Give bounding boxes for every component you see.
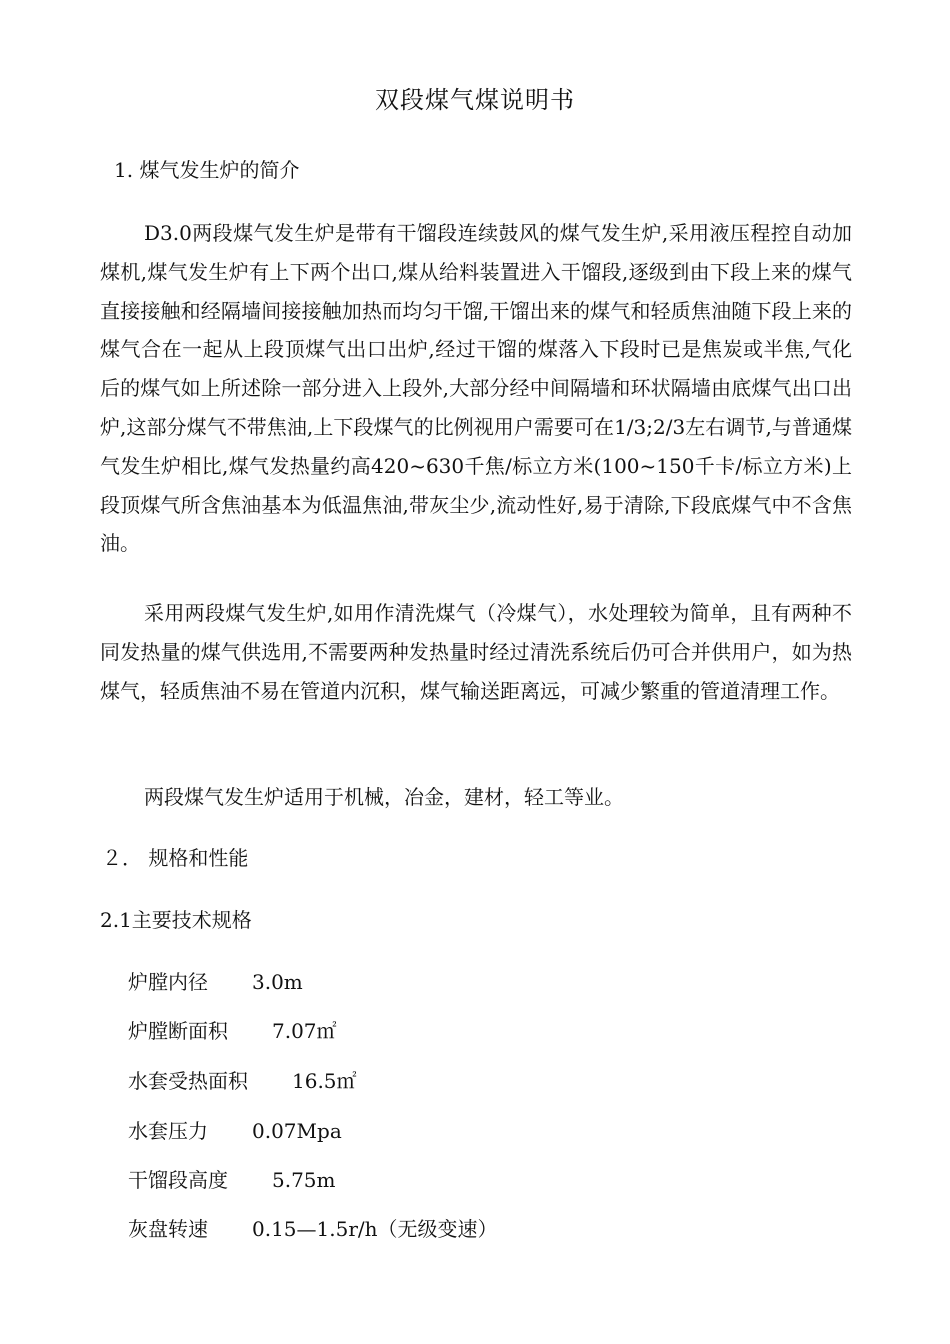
spec-row (128, 1067, 357, 1095)
spec-row (128, 1166, 336, 1194)
paragraph-applications: 两段煤气发生炉适用于机械，冶金，建材，轻工等业。 (144, 785, 624, 809)
paragraph-usage: 采用两段煤气发生炉,如用作清洗煤气（冷煤气），水处理较为简单，且有两种不同发热量的煤气供选用,不需要两种发热量时经过清洗系统后仍可合并供用户，如为热煤气，轻质焦油不易在管道内沉积，煤气输送距离远，可减少繁重的管道清理工作。 (100, 601, 852, 703)
document-title: 双段煤气煤说明书 (375, 86, 575, 114)
spec-row (128, 1017, 337, 1045)
spec-label: 炉膛断面积 (128, 1019, 228, 1043)
spec-value: 3.0m (252, 970, 303, 994)
spec-label: 水套压力 (128, 1119, 208, 1143)
spec-label: 干馏段高度 (128, 1168, 228, 1192)
spec-row (128, 1117, 342, 1145)
spec-label: 灰盘转速 (128, 1217, 208, 1241)
section-heading-specs: ２． 规格和性能 (102, 846, 249, 870)
spec-value: 0.15—1.5r/h（无级变速） (252, 1217, 498, 1241)
spec-label: 炉膛内径 (128, 970, 208, 994)
spec-row (128, 1215, 498, 1243)
spec-value: 0.07Mpa (252, 1119, 342, 1143)
paragraph-intro: D3.0两段煤气发生炉是带有干馏段连续鼓风的煤气发生炉,采用液压程控自动加煤机,煤气发生炉有上下两个出口,煤从给料装置进入干馏段,逐级到由下段上来的煤气直接接触和经隔墙间接接触加热而均匀干馏,干馏出来的煤气和轻质焦油随下段上来的煤气合在一起从上段顶煤气出口出炉,经过干馏的煤落入下段时已是焦炭或半焦,气化后的煤气如上所述除一部分进入上段外,大部分经中间隔墙和环状隔墙由底煤气出口出炉,这部分煤气不带焦油,上下段煤气的比例视用户需要可在1/3;2/3左右调节,与普通煤气发生炉相比,煤气发热量约高420~630千焦/标立方米(100~150千卡/标立方米)上段顶煤气所含焦油基本为低温焦油,带灰尘少,流动性好,易于清除,下段底煤气中不含焦油。 (100, 221, 852, 556)
subsection-heading-main-specs: 2.1主要技术规格 (100, 908, 252, 932)
spec-value: 16.5㎡ (292, 1069, 357, 1093)
section-heading-intro: 1. 煤气发生炉的简介 (114, 158, 300, 182)
spec-value: 5.75m (272, 1168, 336, 1192)
spec-label: 水套受热面积 (128, 1069, 248, 1093)
spec-value: 7.07㎡ (272, 1019, 337, 1043)
spec-row (128, 968, 303, 996)
